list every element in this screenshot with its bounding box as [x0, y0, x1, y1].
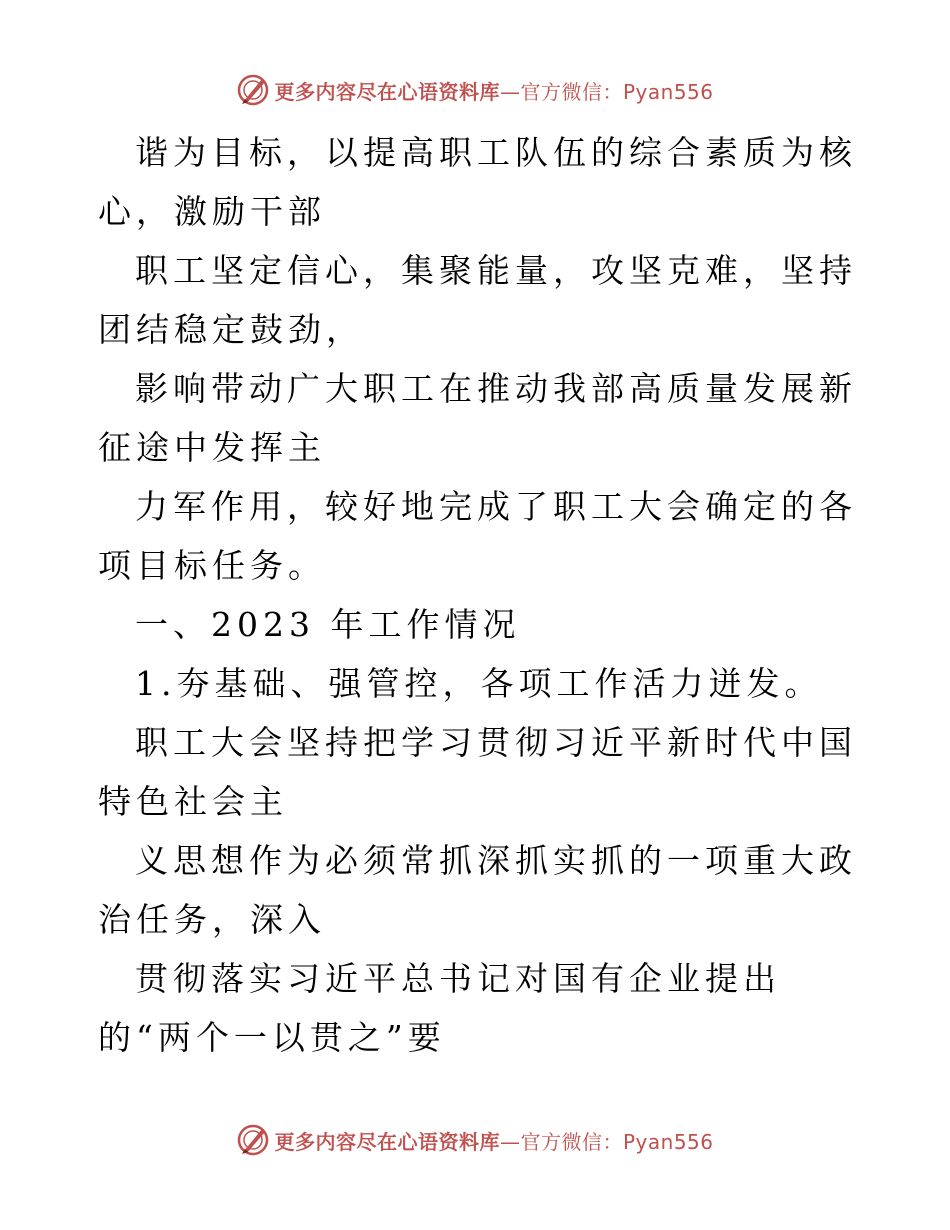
watermark-wechat-label: 官方微信： — [520, 79, 623, 104]
quill-pen-logo-icon — [236, 73, 270, 107]
header-watermark — [0, 68, 950, 112]
document-body — [98, 123, 858, 1067]
watermark-text — [274, 1126, 713, 1155]
watermark-brand: 更多内容尽在心语资料库 — [274, 1129, 500, 1154]
watermark-separator: — — [499, 1129, 521, 1154]
paragraph: 职工坚定信心，集聚能量，攻坚克难，坚持团结稳定鼓劲， — [98, 251, 857, 349]
subsection-heading: 1.夯基础、强管控，各项工作活力迸发。 — [135, 664, 823, 703]
paragraph: 影响带动广大职工在推动我部高质量发展新征途中发挥主 — [98, 369, 857, 467]
section-heading: 一、2023 年工作情况 — [135, 605, 521, 644]
paragraph: 职工大会坚持把学习贯彻习近平新时代中国特色社会主 — [98, 723, 857, 821]
paragraph: 贯彻落实习近平总书记对国有企业提出的“两个一以贯之”要 — [98, 959, 781, 1057]
footer-watermark — [0, 1118, 950, 1162]
watermark-wechat-id: Pyan556 — [622, 1129, 714, 1154]
watermark-separator: — — [499, 79, 521, 104]
watermark-wechat-label: 官方微信： — [520, 1129, 623, 1154]
paragraph: 谐为目标，以提高职工队伍的综合素质为核心，激励干部 — [98, 133, 857, 231]
watermark-wechat-id: Pyan556 — [622, 79, 714, 104]
watermark-text — [274, 76, 713, 105]
paragraph: 义思想作为必须常抓深抓实抓的一项重大政治任务，深入 — [98, 841, 857, 939]
quill-pen-logo-icon — [236, 1123, 270, 1157]
watermark-brand: 更多内容尽在心语资料库 — [274, 79, 500, 104]
paragraph: 力军作用，较好地完成了职工大会确定的各项目标任务。 — [98, 487, 857, 585]
